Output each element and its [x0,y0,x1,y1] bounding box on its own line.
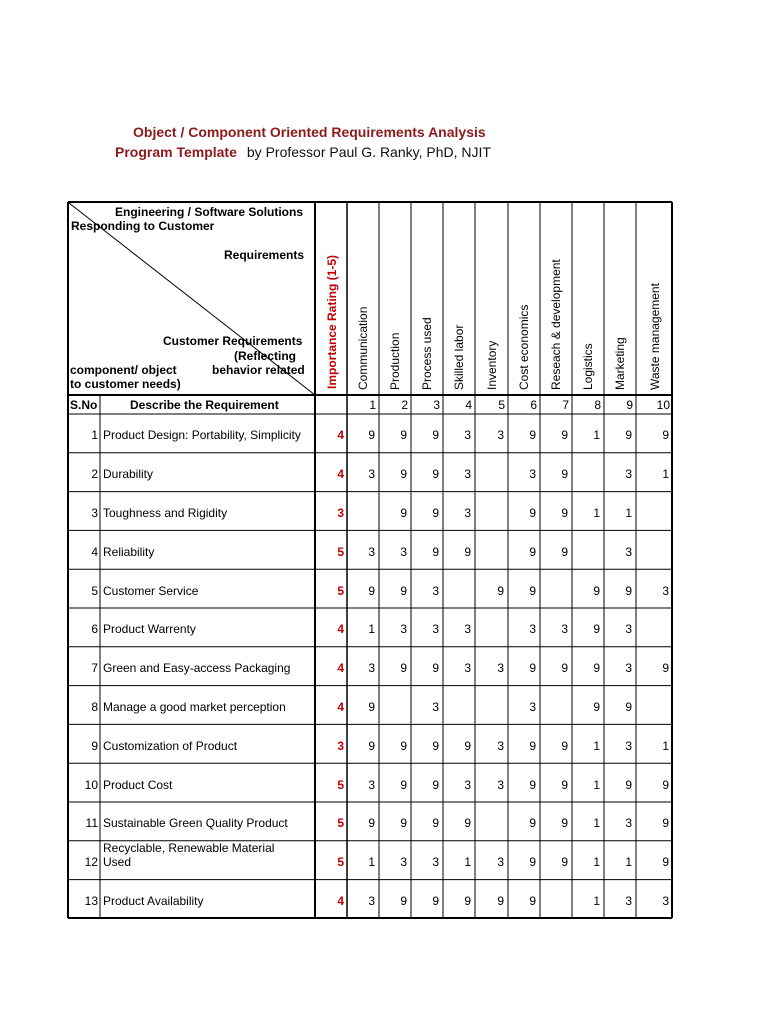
row-sno: 4 [91,544,98,559]
relationship-value: 9 [561,855,568,870]
solution-label-6: Cost economics [517,304,531,390]
relationship-value: 3 [662,894,669,908]
relationship-value: 9 [625,700,632,714]
row-importance-rating: 4 [337,467,344,482]
relationship-value: 1 [464,855,471,870]
relationship-value: 3 [368,661,375,676]
row-importance-rating: 4 [337,622,344,637]
relationship-value: 3 [432,622,439,637]
row-sno: 9 [91,738,98,753]
row-importance-rating: 5 [337,855,344,870]
row-importance-rating: 3 [337,506,344,520]
row-requirement-cont: Used [103,855,132,870]
relationship-value: 9 [464,816,471,831]
matrix-grid [67,201,673,919]
relationship-value: 9 [497,894,504,908]
row-sno: 7 [91,661,98,676]
author-credit: by Professor Paul G. Ranky, PhD, NJIT [246,144,491,160]
solution-label-7: Reseach & development [549,259,563,390]
row-requirement: Durability [103,467,154,482]
row-requirement: Reliability [103,544,155,559]
relationship-value: 9 [432,738,439,753]
relationship-value: 9 [593,661,600,676]
relationship-value: 9 [529,428,536,443]
relationship-value: 9 [625,428,632,443]
header-responding: Responding to Customer [71,219,215,233]
solution-index-10: 10 [656,398,670,412]
solution-index-8: 8 [594,398,601,412]
relationship-value: 3 [497,855,504,870]
solution-index-2: 2 [401,398,408,412]
row-importance-rating: 5 [337,583,344,598]
relationship-value: 9 [400,777,407,792]
relationship-value: 9 [368,700,375,714]
row-importance-rating: 3 [337,738,344,753]
relationship-value: 3 [662,583,669,598]
row-sno: 1 [91,428,98,443]
relationship-value: 9 [368,738,375,753]
relationship-value: 9 [529,816,536,831]
row-importance-rating: 4 [337,661,344,676]
header-to-customer-needs: to customer needs) [70,377,181,391]
solution-index-9: 9 [626,398,633,412]
solution-label-5: Inventory [484,340,499,390]
row-sno: 2 [91,467,98,482]
relationship-value: 9 [400,738,407,753]
relationship-value: 3 [464,622,471,637]
relationship-value: 3 [432,855,439,870]
relationship-value: 9 [625,583,632,598]
solution-index-7: 7 [562,398,569,412]
row-requirement: Green and Easy-access Packaging [103,661,291,676]
solution-index-1: 1 [369,398,376,412]
solution-label-3: Process used [420,317,434,390]
relationship-value: 9 [561,661,568,676]
relationship-value: 9 [432,544,439,559]
relationship-value: 3 [464,428,471,443]
row-requirement: Customer Service [103,583,199,598]
solution-label-4: Skilled labor [452,324,466,390]
relationship-value: 9 [464,894,471,908]
relationship-value: 9 [368,816,375,831]
relationship-value: 9 [400,894,407,908]
relationship-value: 3 [400,622,407,637]
relationship-value: 9 [593,700,600,714]
relationship-value: 3 [432,700,439,714]
row-requirement: Toughness and Rigidity [103,506,228,520]
row-importance-rating: 4 [337,894,344,908]
relationship-value: 1 [593,506,600,520]
solution-label-1: Communication [356,306,370,390]
relationship-value: 3 [625,622,632,637]
row-requirement: Product Warrenty [103,622,196,637]
relationship-value: 1 [593,894,600,908]
relationship-value: 9 [561,544,568,559]
relationship-value: 9 [662,777,669,792]
relationship-value: 1 [593,777,600,792]
relationship-value: 3 [400,544,407,559]
relationship-value: 9 [368,583,375,598]
header-requirements: Requirements [224,248,305,262]
solution-label-2: Production [388,332,402,390]
relationship-value: 1 [593,855,600,870]
relationship-value: 9 [432,467,439,482]
relationship-value: 9 [561,428,568,443]
row-requirement: Sustainable Green Quality Product [103,816,288,831]
relationship-value: 3 [400,855,407,870]
document-subtitle [115,144,491,160]
relationship-value: 1 [593,816,600,831]
row-sno: 3 [91,506,98,520]
relationship-value: 3 [561,622,568,637]
relationship-value: 9 [529,544,536,559]
row-sno: 6 [91,622,98,637]
relationship-value: 3 [625,661,632,676]
relationship-value: 3 [368,894,375,908]
relationship-value: 1 [593,428,600,443]
relationship-value: 3 [464,467,471,482]
relationship-value: 9 [561,777,568,792]
relationship-value: 9 [400,428,407,443]
row-importance-rating: 4 [337,700,344,714]
row-requirement: Product Availability [103,894,204,908]
solution-label-10: Waste management [647,283,662,390]
solution-index-6: 6 [530,398,537,412]
relationship-value: 9 [432,894,439,908]
row-sno: 12 [84,855,98,870]
relationship-value: 9 [400,467,407,482]
relationship-value: 3 [529,622,536,637]
header-component-object: component/ object [70,363,177,377]
relationship-value: 1 [368,622,375,637]
row-importance-rating: 5 [337,816,344,831]
relationship-value: 9 [400,661,407,676]
relationship-value: 3 [464,777,471,792]
relationship-value: 3 [368,777,375,792]
relationship-value: 3 [368,467,375,482]
header-customer-requirements: Customer Requirements [163,334,303,348]
row-importance-rating: 5 [337,777,344,792]
relationship-value: 1 [625,855,632,870]
relationship-value: 3 [625,544,632,559]
solution-label-8: Logistics [581,343,595,390]
document-title: Object / Component Oriented Requirements Analysis [133,124,486,140]
row-requirement: Product Cost [103,777,173,792]
row-importance-rating: 4 [337,428,344,443]
relationship-value: 9 [432,428,439,443]
relationship-value: 9 [561,738,568,753]
relationship-value: 9 [432,661,439,676]
relationship-value: 3 [529,467,536,482]
relationship-value: 9 [432,816,439,831]
relationship-value: 3 [625,467,632,482]
relationship-value: 3 [625,816,632,831]
relationship-value: 3 [368,544,375,559]
describe-requirement-header: Describe the Requirement [130,398,279,412]
relationship-value: 3 [432,583,439,598]
relationship-value: 1 [625,506,632,520]
importance-rating-header: Importance Rating (1-5) [325,254,339,389]
row-sno: 11 [85,816,98,831]
relationship-value: 9 [561,506,568,520]
solution-label-9: Marketing [613,337,627,390]
row-sno: 13 [84,894,98,908]
sno-header: S.No [70,398,98,412]
relationship-value: 1 [662,467,669,482]
relationship-value: 9 [593,583,600,598]
row-requirement: Product Design: Portability, Simplicity [103,428,301,443]
relationship-value: 9 [529,777,536,792]
relationship-value: 3 [497,661,504,676]
relationship-value: 3 [464,661,471,676]
row-requirement: Customization of Product [103,738,238,753]
relationship-value: 3 [464,506,471,520]
row-sno: 5 [91,583,98,598]
relationship-value: 9 [529,583,536,598]
relationship-value: 9 [529,738,536,753]
relationship-value: 9 [497,583,504,598]
relationship-value: 3 [497,738,504,753]
row-requirement: Recyclable, Renewable Material [103,841,275,856]
solution-index-5: 5 [498,398,505,412]
relationship-value: 9 [400,816,407,831]
relationship-value: 9 [432,777,439,792]
relationship-value: 9 [529,894,536,908]
relationship-value: 9 [662,816,669,831]
relationship-value: 3 [529,700,536,714]
relationship-value: 9 [400,583,407,598]
program-template-label: Program Template [115,144,237,160]
solution-index-4: 4 [465,398,472,412]
relationship-value: 1 [662,738,669,753]
relationship-value: 9 [625,777,632,792]
relationship-value: 9 [561,816,568,831]
relationship-value: 9 [368,428,375,443]
header-reflecting: (Reflecting [234,349,297,363]
relationship-value: 9 [432,506,439,520]
solution-index-3: 3 [433,398,440,412]
row-sno: 8 [91,700,98,714]
requirements-matrix [67,201,673,919]
relationship-value: 1 [593,738,600,753]
relationship-value: 9 [662,428,669,443]
relationship-value: 9 [400,506,407,520]
header-engineering-solutions: Engineering / Software Solutions [115,205,304,219]
relationship-value: 9 [529,661,536,676]
relationship-value: 9 [464,738,471,753]
relationship-value: 9 [464,544,471,559]
relationship-value: 9 [662,661,669,676]
row-importance-rating: 5 [337,544,344,559]
relationship-value: 9 [662,855,669,870]
relationship-value: 9 [529,855,536,870]
relationship-value: 3 [497,428,504,443]
relationship-value: 1 [368,855,375,870]
relationship-value: 9 [593,622,600,637]
relationship-value: 3 [625,738,632,753]
relationship-value: 9 [529,506,536,520]
relationship-value: 3 [497,777,504,792]
row-requirement: Manage a good market perception [103,700,286,714]
row-sno: 10 [84,777,98,792]
relationship-value: 9 [561,467,568,482]
header-behavior-related: behavior related [212,363,305,377]
relationship-value: 3 [625,894,632,908]
